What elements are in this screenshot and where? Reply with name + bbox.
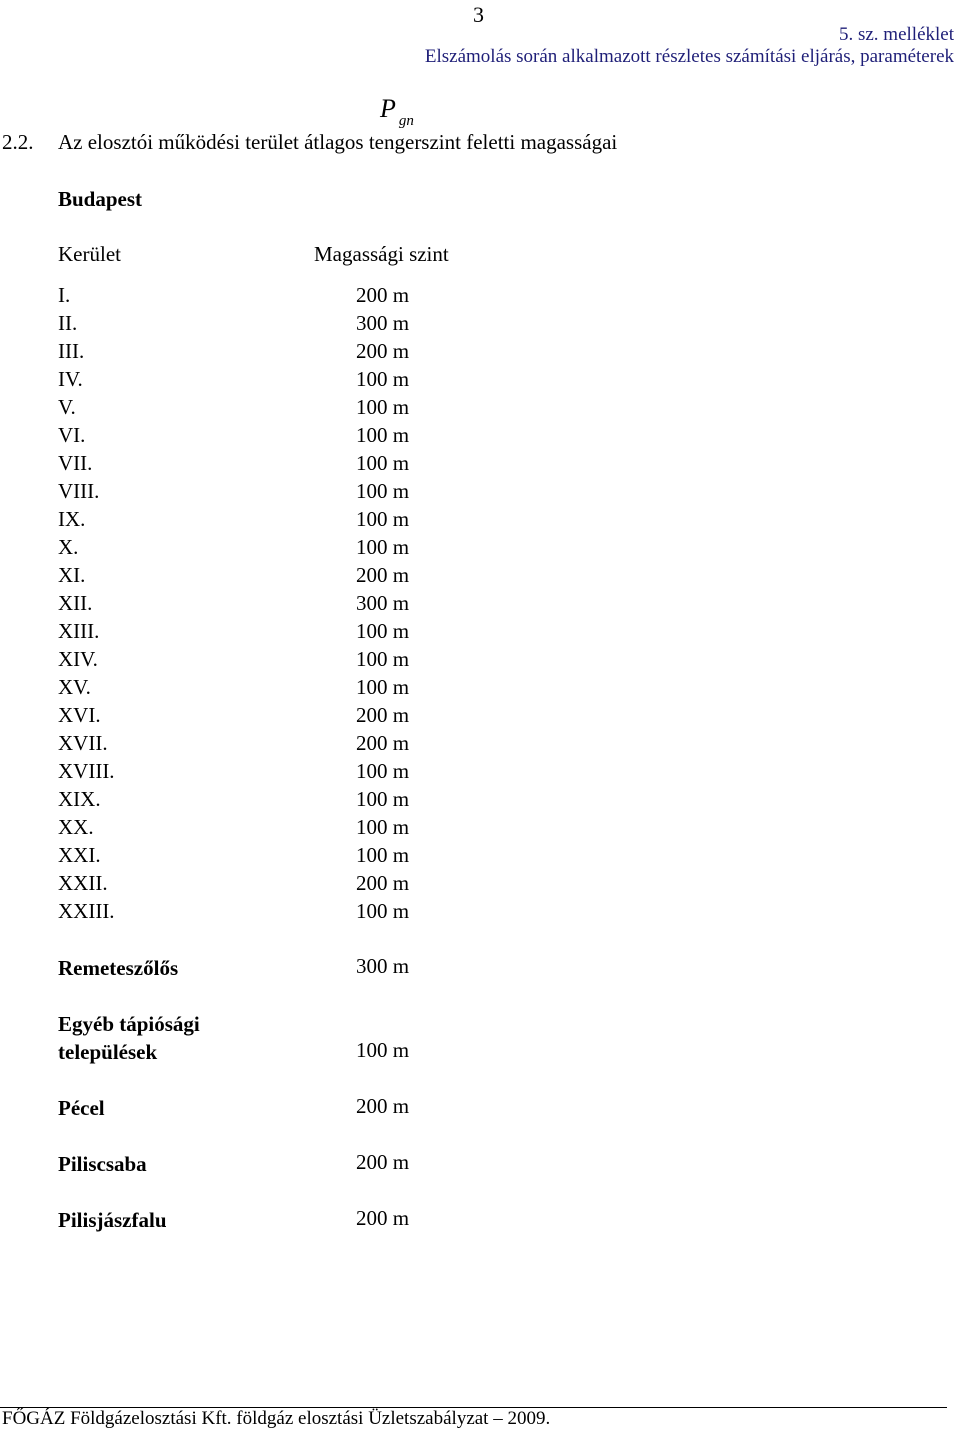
parameter-symbol — [380, 94, 414, 128]
district-height: 100 m — [356, 675, 410, 699]
settlement-label: Pilisjászfalu — [58, 1208, 167, 1232]
district-height: 100 m — [356, 619, 410, 643]
district-label: VII. — [58, 451, 93, 475]
parameter-symbol-subscript: gn — [398, 113, 414, 130]
district-height: 100 m — [356, 647, 410, 671]
column-header-height: Magassági szint — [314, 242, 449, 266]
settlement-label: Pécel — [58, 1096, 105, 1120]
settlement-height: 200 m — [356, 1206, 410, 1230]
district-height: 100 m — [356, 759, 410, 783]
district-height: 200 m — [356, 339, 410, 363]
annex-label: 5. sz. melléklet — [838, 24, 954, 45]
district-label: V. — [58, 395, 76, 419]
settlement-height: 200 m — [356, 1150, 410, 1174]
footer-text: FŐGÁZ Földgázelosztási Kft. földgáz elosztási Üzletszabályzat – 2009. — [2, 1408, 551, 1429]
district-label: IX. — [58, 507, 86, 531]
district-label: II. — [58, 311, 78, 335]
parameter-symbol-letter: P — [380, 94, 396, 123]
settlement-height: 200 m — [356, 1094, 410, 1118]
district-height: 200 m — [356, 703, 410, 727]
document-subtitle: Elszámolás során alkalmazott részletes számítási eljárás, paraméterek — [424, 46, 954, 67]
district-height: 100 m — [356, 479, 410, 503]
settlement-label: Egyéb tápiósági települések — [58, 1012, 200, 1064]
district-label: VI. — [58, 423, 86, 447]
district-label: XXI. — [58, 843, 101, 867]
district-label: III. — [58, 339, 85, 363]
district-height: 100 m — [356, 395, 410, 419]
district-label: XIX. — [58, 787, 101, 811]
page-number: 3 — [473, 2, 484, 27]
district-label: XVI. — [58, 703, 101, 727]
settlement-height: 300 m — [356, 954, 410, 978]
district-label: XVII. — [58, 731, 108, 755]
district-height: 100 m — [356, 451, 410, 475]
district-height: 100 m — [356, 843, 410, 867]
district-height: 200 m — [356, 283, 410, 307]
district-height: 200 m — [356, 731, 410, 755]
settlement-label: Piliscsaba — [58, 1152, 147, 1176]
district-label: I. — [58, 283, 71, 307]
district-height: 100 m — [356, 535, 410, 559]
district-label: XVIII. — [58, 759, 115, 783]
district-label: IV. — [58, 367, 83, 391]
district-height: 200 m — [356, 871, 410, 895]
settlement-height: 100 m — [356, 1038, 410, 1062]
column-header-district: Kerület — [58, 242, 121, 266]
district-label: XII. — [58, 591, 93, 615]
district-label: XXII. — [58, 871, 108, 895]
district-height: 100 m — [356, 787, 410, 811]
district-label: XV. — [58, 675, 91, 699]
district-label: XIV. — [58, 647, 98, 671]
district-height: 100 m — [356, 507, 410, 531]
district-height: 200 m — [356, 563, 410, 587]
district-label: XXIII. — [58, 899, 115, 923]
city-heading: Budapest — [58, 187, 143, 211]
section-title: Az elosztói működési terület átlagos tengerszint feletti magasságai — [58, 130, 618, 154]
section-number: 2.2. — [2, 130, 34, 154]
district-height: 100 m — [356, 815, 410, 839]
district-label: XI. — [58, 563, 86, 587]
district-height: 300 m — [356, 591, 410, 615]
district-height: 100 m — [356, 899, 410, 923]
district-label: VIII. — [58, 479, 100, 503]
settlement-label: Remeteszőlős — [58, 956, 179, 980]
district-label: XX. — [58, 815, 94, 839]
district-label: X. — [58, 535, 79, 559]
district-height: 100 m — [356, 367, 410, 391]
district-height: 100 m — [356, 423, 410, 447]
district-height: 300 m — [356, 311, 410, 335]
district-label: XIII. — [58, 619, 100, 643]
